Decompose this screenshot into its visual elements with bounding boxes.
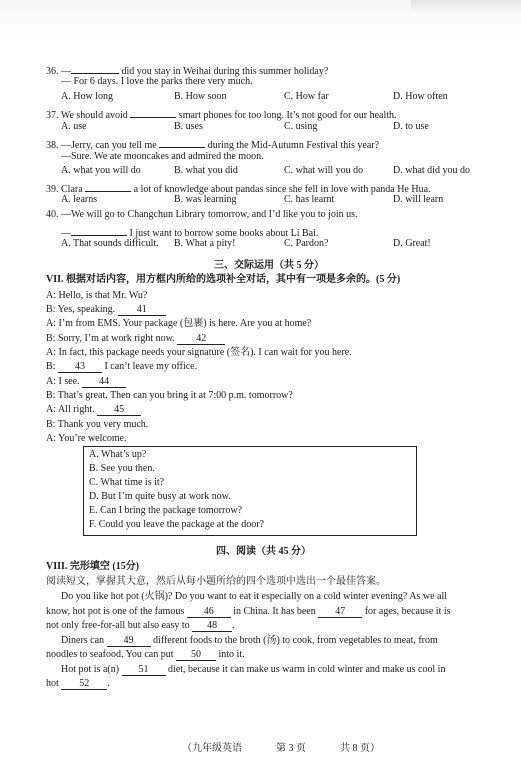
dialogue-line-5: A: In fact, this package needs your signature (签名). I can wait for you here. <box>46 347 352 358</box>
box-option-a: A. What’s up? <box>89 449 147 460</box>
q37-option-d: D. to use <box>393 121 429 132</box>
options-box <box>83 446 417 536</box>
q38-answer-line: —Sure. We ate mooncakes and admired the moon. <box>61 151 264 162</box>
part8-heading: VIII. 完形填空 (15分) <box>46 561 140 572</box>
q40-stem: 40. —We will go to Changchun Library tomorrow, and I’d like you to join us. <box>46 209 358 220</box>
q38-option-b: B. what you did <box>174 165 238 176</box>
dialogue-line-4: B: Sorry, I’m at work right now. 42 <box>46 333 225 345</box>
q39-stem: 39. Clara a lot of knowledge about pandas since she fell in love with panda He Hua. <box>46 180 431 196</box>
box-option-d: D. But I’m quite busy at work now. <box>89 491 231 502</box>
dialogue-line-2: B: Yes, speaking. 41 <box>46 304 166 316</box>
box-option-b: B. See you then. <box>89 463 155 474</box>
passage-p1-line-2: know, hot pot is one of the famous 46 in China. It has been 47 for ages, because it is <box>46 606 451 617</box>
dialogue-line-8: B: That’s great. Then can you bring it at 7:00 p.m. tomorrow? <box>46 390 293 401</box>
scan-shadow <box>411 0 521 16</box>
dialogue-line-7: A: I see. 44 <box>46 376 126 388</box>
q39-option-c: C. has learnt <box>284 194 335 205</box>
passage-p3-line-1: Hot pot is a(n) 51 diet, because it can make us warm in cold winter and make us cool in <box>61 664 446 675</box>
dialogue-line-11: A: You’re welcome. <box>46 433 127 444</box>
q36-option-b: B. How soon <box>174 91 227 102</box>
q39-option-b: B. was learning <box>174 194 237 205</box>
q37-option-a: A. use <box>61 121 87 132</box>
dialogue-line-3: A: I’m from EMS. Your package (包裹) is here. Are you at home? <box>46 318 312 329</box>
dialogue-line-6: B: 43 I can’t leave my office. <box>46 361 198 372</box>
footer-page-number: 第 3 页 <box>276 743 306 754</box>
box-option-f: F. Could you leave the package at the door? <box>89 519 264 530</box>
q37-stem: 37. We should avoid smart phones for too long. It’s not good for our health. <box>46 106 397 122</box>
q39-option-d: D. will learn <box>393 194 444 205</box>
q37-option-b: B. uses <box>174 121 203 132</box>
dialogue-line-9: A: All right. 45 <box>46 404 141 416</box>
q40-option-c: C. Pardon? <box>284 238 329 249</box>
dialogue-line-10: B: Thank you very much. <box>46 419 149 430</box>
q36-option-c: C. How far <box>284 91 329 102</box>
part8-instructions: 阅读短文，掌握其大意，然后从每小题所给的四个选项中选出一个最佳答案。 <box>46 576 386 587</box>
section-4-title: 四、阅读（共 45 分） <box>216 546 311 557</box>
q38-option-c: C. what will you do <box>284 165 364 176</box>
passage-p1-line-1: Do you like hot pot (火锅)? Do you want to eat it especially on a cold winter evening? As we all <box>61 591 448 602</box>
box-option-c: C. What time is it? <box>89 477 165 488</box>
footer-total-pages: 共 8 页） <box>340 743 380 754</box>
q36-option-a: A. How long <box>61 91 113 102</box>
passage-p1-line-3: not only free-for-all but also easy to 48 . <box>46 620 235 631</box>
box-option-e: E. Can I bring the package tomorrow? <box>89 505 243 516</box>
passage-p2-line-2: noodles to seafood. You can put 50 into it. <box>46 649 245 660</box>
q40-option-d: D. Great! <box>393 238 431 249</box>
passage-p3-line-2: hot 52 . <box>46 678 110 689</box>
part7-heading: VII. 根据对话内容，用方框内所给的选项补全对话，其中有一项是多余的。(5 分) <box>46 274 401 285</box>
q38-option-a: A. what you will do <box>61 165 141 176</box>
q38-option-d: D. what did you do <box>393 165 470 176</box>
q38-stem: 38. —Jerry, can you tell me during the Mid-Autumn Festival this year? <box>46 136 379 152</box>
dialogue-line-1: A: Hello, is that Mr. Wu? <box>46 290 148 301</box>
q36-option-d: D. How often <box>393 91 448 102</box>
q39-option-a: A. learns <box>61 194 98 205</box>
passage-p2-line-1: Diners can 49 different foods to the broth (汤) to cook, from vegetables to meat, from <box>61 635 438 646</box>
q36-answer-line: — For 6 days. I love the parks there very much. <box>61 76 253 87</box>
section-3-title: 三、交际运用（共 5 分） <box>214 260 324 271</box>
q40-option-a: A. That sounds difficult. <box>61 238 159 249</box>
q40-answer-line: — I just want to borrow some books about Li Bai. <box>61 224 318 240</box>
q37-option-c: C. using <box>284 121 318 132</box>
q36-stem: 36. — did you stay in Weihai during this summer holiday? <box>46 62 328 78</box>
q40-option-b: B. What a pity! <box>174 238 236 249</box>
footer-grade: （九年级英语 <box>182 743 242 754</box>
